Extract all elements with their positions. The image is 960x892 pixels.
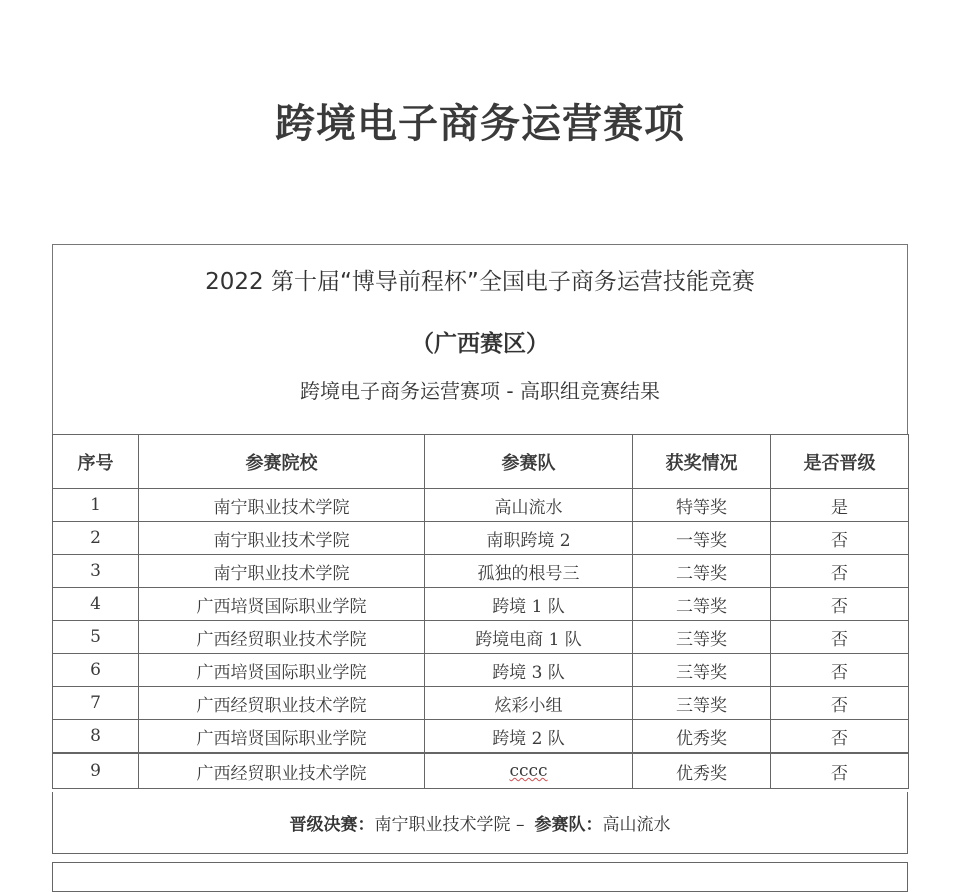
cell-advance: 否 bbox=[771, 555, 909, 588]
table-row bbox=[53, 654, 909, 687]
cell-award: 二等奖 bbox=[633, 555, 771, 588]
column-header-award: 获奖情况 bbox=[633, 435, 771, 489]
cell-no: 4 bbox=[53, 588, 139, 621]
cell-advance: 否 bbox=[771, 720, 909, 754]
cell-team: 高山流水 bbox=[425, 489, 633, 522]
cell-team: 南职跨境 2 bbox=[425, 522, 633, 555]
final-team: 高山流水 bbox=[602, 815, 671, 835]
cell-no: 3 bbox=[53, 555, 139, 588]
table-header-row bbox=[53, 435, 909, 489]
cell-award: 三等奖 bbox=[633, 687, 771, 720]
final-label: 晋级决赛： bbox=[289, 815, 375, 835]
results-subtitle: 跨境电子商务运营赛项 - 高职组竞赛结果 bbox=[300, 379, 660, 403]
cell-school: 南宁职业技术学院 bbox=[139, 555, 425, 588]
cell-advance: 否 bbox=[771, 753, 909, 789]
competition-title: 2022 第十届“博导前程杯”全国电子商务运营技能竞赛 bbox=[205, 269, 755, 295]
final-school: 南宁职业技术学院 – bbox=[374, 815, 525, 835]
cell-no: 5 bbox=[53, 621, 139, 654]
column-header-advance: 是否晋级 bbox=[771, 435, 909, 489]
results-table bbox=[52, 434, 909, 789]
column-header-no: 序号 bbox=[53, 435, 139, 489]
cell-no: 6 bbox=[53, 654, 139, 687]
cell-award: 优秀奖 bbox=[633, 753, 771, 789]
cell-no: 2 bbox=[53, 522, 139, 555]
cell-advance: 否 bbox=[771, 522, 909, 555]
cell-advance: 是 bbox=[771, 489, 909, 522]
cell-team bbox=[425, 753, 633, 789]
cell-school: 南宁职业技术学院 bbox=[139, 489, 425, 522]
cell-team: 孤独的根号三 bbox=[425, 555, 633, 588]
cell-no: 8 bbox=[53, 720, 139, 754]
table-row bbox=[53, 621, 909, 654]
cell-award: 特等奖 bbox=[633, 489, 771, 522]
cell-team: 跨境电商 1 队 bbox=[425, 621, 633, 654]
cell-team: 跨境 3 队 bbox=[425, 654, 633, 687]
cell-no: 1 bbox=[53, 489, 139, 522]
cell-award: 一等奖 bbox=[633, 522, 771, 555]
cell-award: 三等奖 bbox=[633, 621, 771, 654]
team-label: 参赛队： bbox=[534, 815, 603, 835]
cell-advance: 否 bbox=[771, 621, 909, 654]
cell-team: 跨境 2 队 bbox=[425, 720, 633, 754]
cell-school: 广西培贤国际职业学院 bbox=[139, 720, 425, 754]
region-subtitle: （广西赛区） bbox=[411, 331, 549, 357]
cell-team-text: cccc bbox=[509, 761, 548, 781]
next-section-border bbox=[52, 862, 908, 892]
cell-school: 南宁职业技术学院 bbox=[139, 522, 425, 555]
table-row bbox=[53, 588, 909, 621]
cell-award: 优秀奖 bbox=[633, 720, 771, 754]
cell-school: 广西经贸职业技术学院 bbox=[139, 753, 425, 789]
cell-advance: 否 bbox=[771, 687, 909, 720]
column-header-school: 参赛院校 bbox=[139, 435, 425, 489]
table-row bbox=[53, 489, 909, 522]
table-row bbox=[53, 720, 909, 754]
cell-team: 跨境 1 队 bbox=[425, 588, 633, 621]
cell-school: 广西经贸职业技术学院 bbox=[139, 621, 425, 654]
cell-team: 炫彩小组 bbox=[425, 687, 633, 720]
cell-no: 9 bbox=[53, 753, 139, 789]
table-row bbox=[53, 555, 909, 588]
column-header-team: 参赛队 bbox=[425, 435, 633, 489]
cell-award: 三等奖 bbox=[633, 654, 771, 687]
cell-advance: 否 bbox=[771, 588, 909, 621]
advancement-summary bbox=[52, 792, 908, 854]
table-row bbox=[53, 753, 909, 789]
cell-school: 广西经贸职业技术学院 bbox=[139, 687, 425, 720]
cell-school: 广西培贤国际职业学院 bbox=[139, 654, 425, 687]
cell-school: 广西培贤国际职业学院 bbox=[139, 588, 425, 621]
cell-advance: 否 bbox=[771, 654, 909, 687]
table-row bbox=[53, 687, 909, 720]
cell-award: 二等奖 bbox=[633, 588, 771, 621]
page-title: 跨境电子商务运营赛项 bbox=[275, 101, 685, 147]
results-document-header bbox=[52, 244, 908, 434]
table-row bbox=[53, 522, 909, 555]
cell-no: 7 bbox=[53, 687, 139, 720]
